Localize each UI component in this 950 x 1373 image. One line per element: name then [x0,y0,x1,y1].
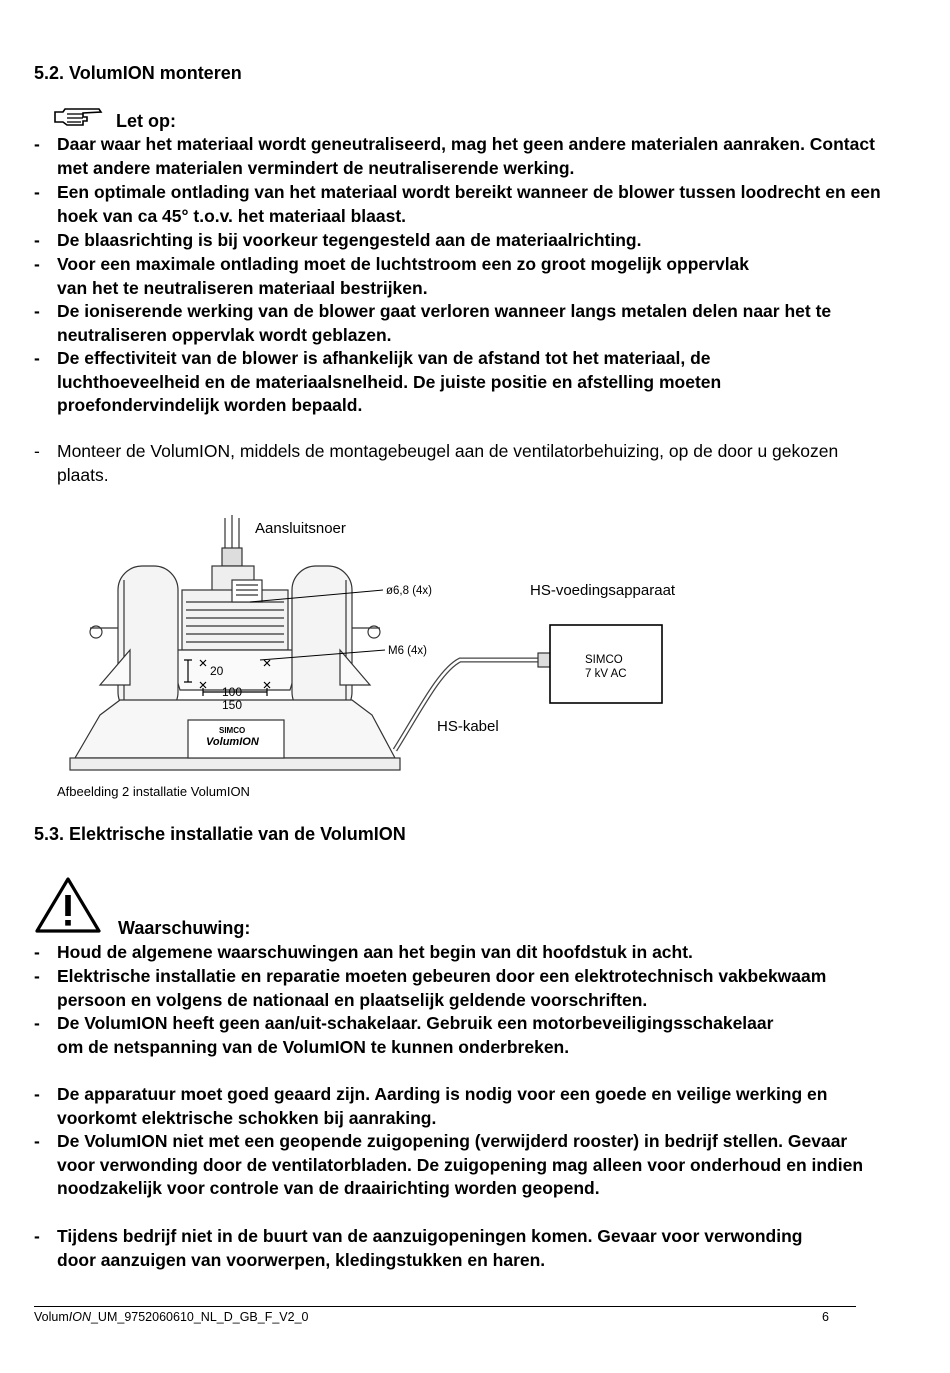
warning-bullet: - Tijdens bedrijf niet in de buurt van de aanzuigopeningen komen. Gevaar voor verwonding door aanzuigen van voorwerpen, kledingstukken en haren. [34,1226,803,1270]
section-title-5-3: 5.3. Elektrische installatie van de VolumION [34,824,406,844]
psu-rating: 7 kV AC [585,668,627,680]
label-bolt-size: M6 (4x) [388,645,427,657]
page-number: 6 [822,1310,829,1324]
note-bullet: - De ioniserende werking van de blower gaat verloren wanneer langs metalen delen naar het te neutraliseren oppervlak wordt geblazen. [34,301,832,345]
mount-instruction: - Monteer de VolumION, middels de montagebeugel aan de ventilatorbehuizing, op de door u gekozen plaats. [34,441,839,485]
note-bullet: - Daar waar het materiaal wordt geneutraliseerd, mag het geen andere materialen aanraken. Contact met andere materialen vermindert de neutraliserende werking. [34,134,875,178]
pointing-hand-icon [53,104,103,135]
note-bullet: - De effectiviteit van de blower is afhankelijk van de afstand tot het materiaal, de luchthoeveelheid en de materiaalsnelheid. De juiste positie en afstelling moeten proefondervindelijk worden bepaald. [34,348,722,416]
note-bullet: - Een optimale ontlading van het materiaal wordt bereikt wanneer de blower tussen loodrecht en een hoek van ca 45° t.o.v. het materiaal blaast. [34,182,881,226]
figure-caption: Afbeelding 2 installatie VolumION [57,784,250,799]
footer-rule [34,1306,856,1307]
section-title-5-2: 5.2. VolumION monteren [34,63,242,83]
plate-brand: SIMCO [219,726,246,735]
footer-doc-id: VolumION_UM_9752060610_NL_D_GB_F_V2_0 [34,1310,309,1324]
warning-bullet: - De VolumION niet met een geopende zuigopening (verwijderd rooster) in bedrijf stellen. Gevaar voor verwonding door de ventilatorbladen. De zuigopening mag alleen voor onderhoud en indien noodzakelijk voor controle van de draairichting worden geopend. [34,1131,864,1199]
psu-brand: SIMCO [585,654,623,666]
warning-bullet: - De apparatuur moet goed geaard zijn. Aarding is nodig voor een goede en veilige werking en voorkomt elektrische schokken bij aanraking. [34,1084,828,1128]
plate-name: VolumION [206,736,259,748]
warning-triangle-icon [34,876,102,939]
label-hs-power-supply: HS-voedingsapparaat [530,582,676,599]
label-hs-cable: HS-kabel [437,718,499,735]
warning-bullet: - De VolumION heeft geen aan/uit-schakelaar. Gebruik een motorbeveiligingsschakelaar om de netspanning van de VolumION te kunnen onderbreken. [34,1013,774,1057]
note-title: Let op: [116,111,176,131]
label-power-cord: Aansluitsnoer [255,520,346,537]
dim-20: 20 [210,664,224,678]
label-hole-diameter: ø6,8 (4x) [386,585,433,597]
warning-bullet: - Elektrische installatie en reparatie moeten gebeuren door een elektrotechnisch vakbekwaam persoon en volgens de nationaal en plaatselijk geldende voorschriften. [34,966,827,1010]
note-bullet: - Voor een maximale ontlading moet de luchtstroom een zo groot mogelijk oppervlak van het te neutraliseren materiaal bestrijken. [34,254,750,298]
warning-title: Waarschuwing: [118,918,251,938]
note-bullet: - De blaasrichting is bij voorkeur tegengesteld aan de materiaalrichting. [34,230,642,250]
warning-bullet: - Houd de algemene waarschuwingen aan het begin van dit hoofdstuk in acht. [34,942,693,962]
dim-100: 100 [222,685,243,699]
dim-150: 150 [222,698,243,712]
